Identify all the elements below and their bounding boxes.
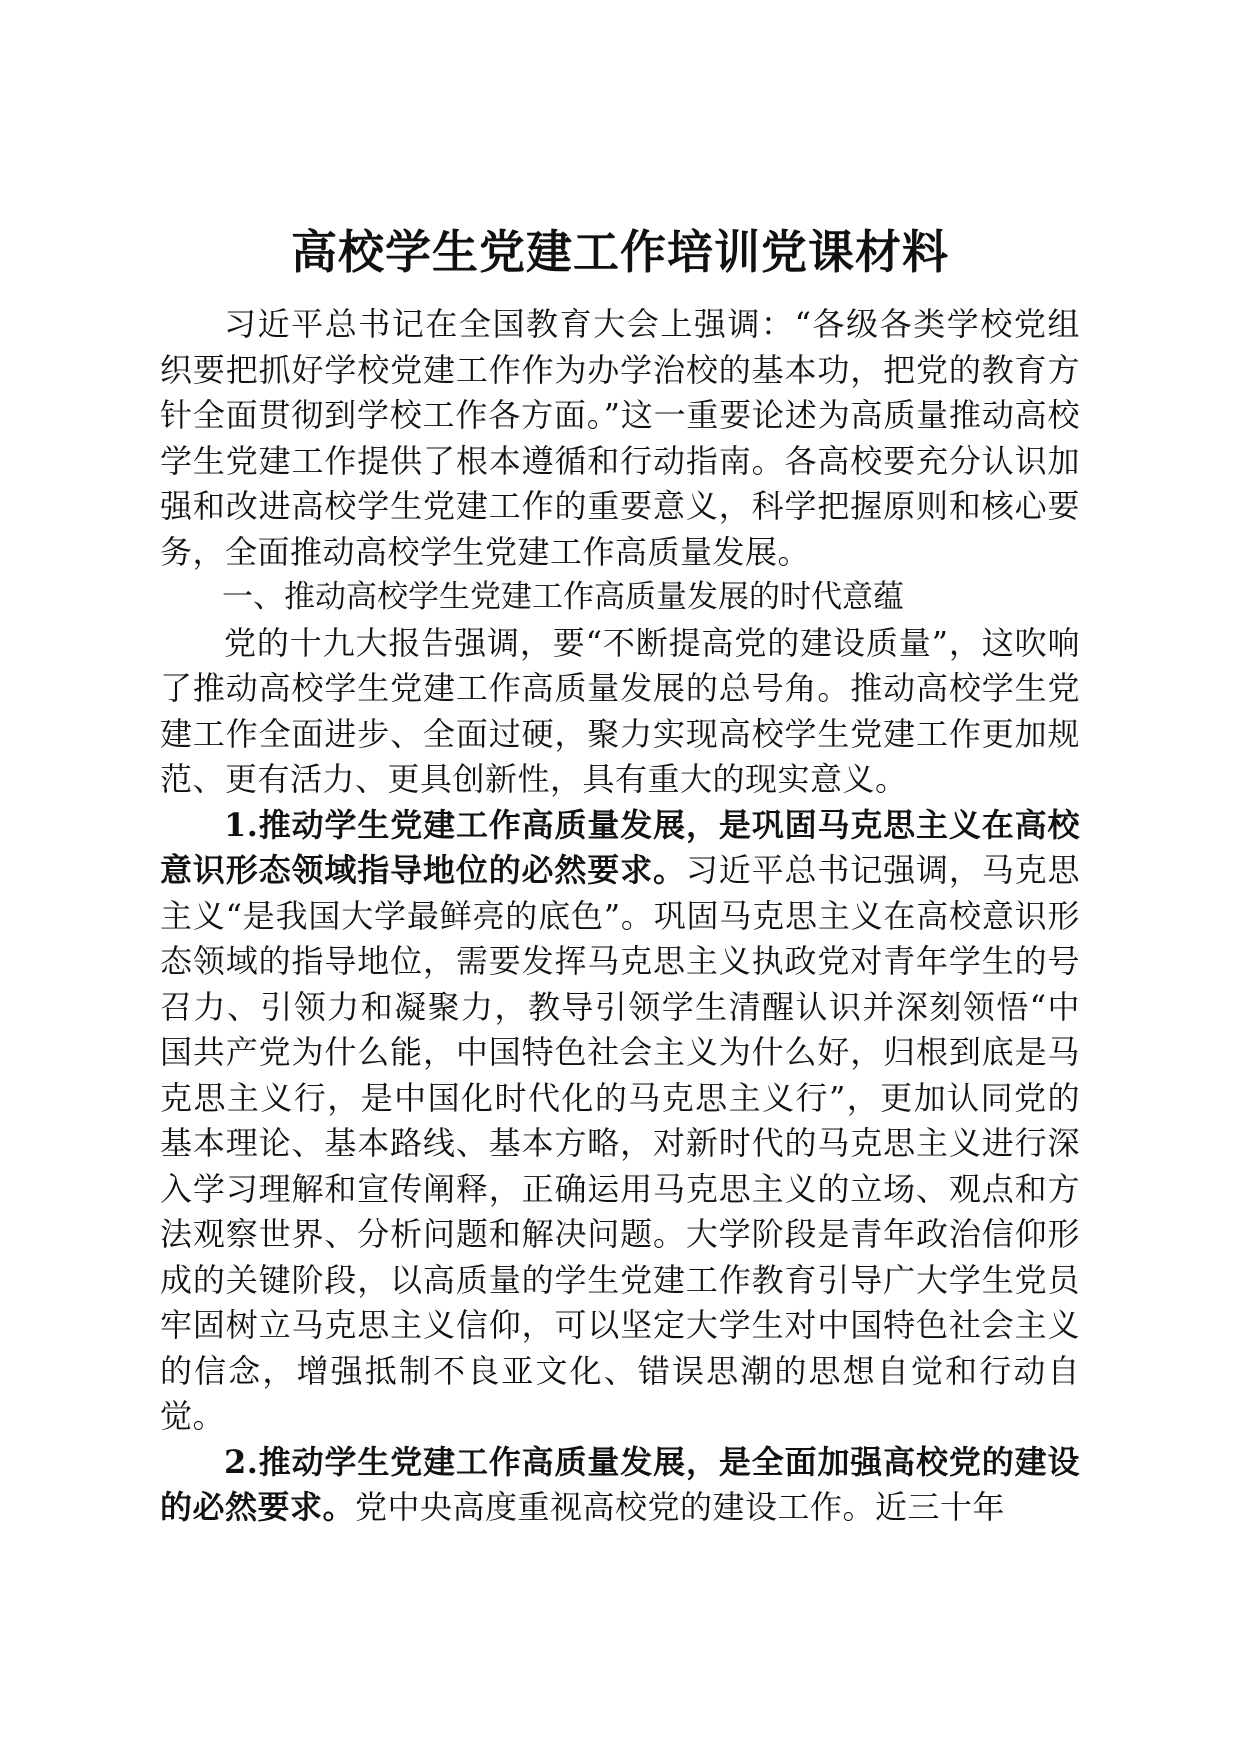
document-page xyxy=(160,222,1080,1531)
point-1-body: 习近平总书记强调，马克思主义“是我国大学最鲜亮的底色”。巩固马克思主义在高校意识形态领域的指导地位，需要发挥马克思主义执政党对青年学生的号召力、引领力和凝聚力，教导引领学生清醒认识并深刻领悟“中国共产党为什么能，中国特色社会主义为什么好，归根到底是马克思主义行，是中国化时代化的马克思主义行”，更加认同党的基本理论、基本路线、基本方略，对新时代的马克思主义进行深入学习理解和宣传阐释，正确运用马克思主义的立场、观点和方法观察世界、分析问题和解决问题。大学阶段是青年政治信仰形成的关键阶段，以高质量的学生党建工作教育引导广大学生党员牢固树立马克思主义信仰，可以坚定大学生对中国特色社会主义的信念，增强抵制不良亚文化、错误思潮的思想自觉和行动自觉。 xyxy=(160,851,1080,1435)
intro-paragraph: 习近平总书记在全国教育大会上强调：“各级各类学校党组织要把抓好学校党建工作作为办学治校的基本功，把党的教育方针全面贯彻到学校工作各方面。”这一重要论述为高质量推动高校学生党建工作提供了根本遵循和行动指南。各高校要充分认识加强和改进高校学生党建工作的重要意义，科学把握原则和核心要务，全面推动高校学生党建工作高质量发展。 xyxy=(160,305,1080,571)
point-2-paragraph xyxy=(160,1440,1080,1531)
point-2-lead: 2.推动学生党建工作高质量发展，是全面加强高校党的建设的必然要求。 xyxy=(160,1442,1080,1526)
document-title: 高校学生党建工作培训党课材料 xyxy=(291,225,949,279)
section-1-heading: 一、推动高校学生党建工作高质量发展的时代意蕴 xyxy=(222,579,904,615)
point-1-paragraph xyxy=(160,803,1080,1440)
section-1-paragraph: 党的十九大报告强调，要“不断提高党的建设质量”，这吹响了推动高校学生党建工作高质量发展的总号角。推动高校学生党建工作全面进步、全面过硬，聚力实现高校学生党建工作更加规范、更有活力、更具创新性，具有重大的现实意义。 xyxy=(160,623,1080,798)
point-2-body: 党中央高度重视高校党的建设工作。近三十年 xyxy=(355,1488,1006,1526)
point-1-lead: 1.推动学生党建工作高质量发展，是巩固马克思主义在高校意识形态领域指导地位的必然要求。 xyxy=(160,805,1080,889)
